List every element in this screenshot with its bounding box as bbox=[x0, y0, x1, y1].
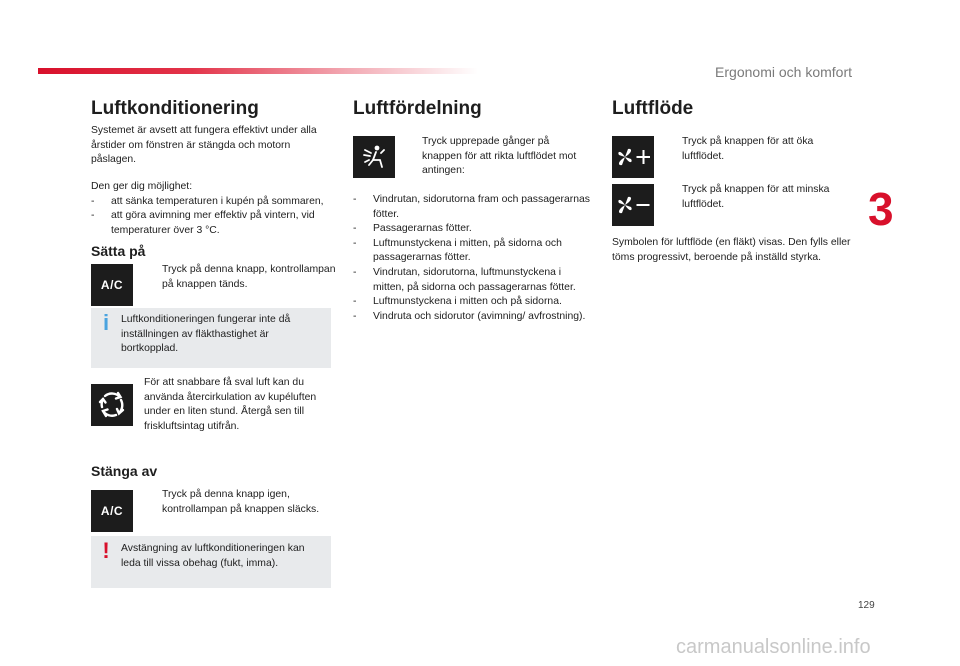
airflow-decrease-text: Tryck på knappen för att minska luftflödet. bbox=[682, 184, 830, 210]
ac-off-instruction bbox=[146, 488, 336, 517]
airflow-increase bbox=[666, 135, 856, 164]
list-item bbox=[353, 237, 595, 266]
pointer-icon bbox=[146, 263, 162, 292]
recirculation-text: För att snabbare få sval luft kan du använda återcirkulation av kupéluften under en liten stund. Återgå sen till friskluftsintag utifrån. bbox=[144, 377, 317, 432]
list-item bbox=[353, 310, 595, 325]
fan-plus-icon bbox=[612, 136, 654, 178]
warning-icon: ! bbox=[102, 538, 110, 563]
pointer-icon bbox=[146, 488, 162, 517]
dash: - bbox=[353, 194, 357, 205]
dash: - bbox=[353, 310, 357, 322]
pointer-icon bbox=[406, 135, 422, 179]
list-item-text: Vindrutan, sidorutorna, luftmunstyckena i mitten, på sidorna och passagerarnas fötter. bbox=[373, 266, 576, 293]
distribution-instruction-text: Tryck upprepade gånger på knappen för att rikta luftflödet mot antingen: bbox=[422, 136, 577, 177]
warning-note bbox=[91, 536, 331, 588]
dash: - bbox=[353, 266, 357, 278]
airflow-title: Luftflöde bbox=[612, 98, 694, 119]
list-item-text: att göra avimning mer effektiv på vintern, vid temperaturer över 3 °C. bbox=[111, 210, 315, 236]
list-item bbox=[353, 222, 595, 237]
list-item-text: Luftmunstyckena i mitten och på sidorna. bbox=[373, 296, 562, 308]
chapter-number: 3 bbox=[868, 183, 894, 235]
list-item-text: att sänka temperaturen i kupén på sommaren, bbox=[111, 195, 324, 207]
ac-on-title: Sätta på bbox=[91, 243, 146, 259]
dash: - bbox=[353, 237, 357, 249]
dash: - bbox=[91, 210, 95, 222]
ac-on-instruction-text: Tryck på denna knapp, kontrollampan på knappen tänds. bbox=[162, 264, 336, 290]
recirculation-icon bbox=[91, 384, 133, 426]
ac-possibilities bbox=[91, 180, 337, 238]
distribution-instruction bbox=[406, 135, 592, 179]
list-item bbox=[353, 193, 595, 222]
list-item-text: Passagerarnas fötter. bbox=[373, 223, 472, 235]
ac-title: Luftkonditionering bbox=[91, 98, 259, 119]
ac-on-instruction bbox=[146, 263, 336, 292]
info-note bbox=[91, 308, 331, 368]
airflow-increase-text: Tryck på knappen för att öka luftflödet. bbox=[682, 136, 814, 162]
list-item-text: Luftmunstyckena i mitten, på sidorna och passagerarnas fötter. bbox=[373, 237, 562, 264]
ac-off-title: Stänga av bbox=[91, 463, 158, 479]
ac-button-icon: A/C bbox=[91, 490, 133, 532]
header-accent-bar bbox=[38, 68, 478, 74]
ac-intro: Systemet är avsett att fungera effektivt under alla årstider om fönstren är stängda och motorn påslagen. bbox=[91, 125, 317, 166]
warning-note-text: Avstängning av luftkonditioneringen kan leda till vissa obehag (fukt, imma). bbox=[121, 543, 305, 569]
air-distribution-icon bbox=[353, 136, 395, 178]
dash: - bbox=[353, 223, 357, 235]
page-number: 129 bbox=[858, 600, 875, 611]
fan-minus-icon bbox=[612, 184, 654, 226]
list-item bbox=[91, 209, 337, 238]
info-note-text: Luftkonditioneringen fungerar inte då inställningen av fläkthastighet är bortkopplad. bbox=[121, 314, 291, 355]
list-item bbox=[353, 266, 595, 295]
airflow-note: Symbolen för luftflöde (en fläkt) visas. Den fylls eller töms progressivt, beroende på inställd styrka. bbox=[612, 237, 851, 263]
dash: - bbox=[91, 195, 95, 207]
ac-lead: Den ger dig möjlighet: bbox=[91, 181, 193, 192]
pointer-icon bbox=[666, 135, 682, 164]
info-icon: i bbox=[102, 310, 110, 335]
section-title: Ergonomi och komfort bbox=[715, 64, 852, 80]
list-item bbox=[353, 295, 595, 310]
pointer-icon bbox=[666, 183, 682, 212]
distribution-options bbox=[353, 193, 595, 324]
list-item-text: Vindrutan, sidorutorna fram och passagerarnas fötter. bbox=[373, 194, 590, 220]
ac-off-instruction-text: Tryck på denna knapp igen, kontrollampan på knappen släcks. bbox=[162, 489, 320, 515]
list-item bbox=[91, 195, 337, 210]
list-item-text: Vindruta och sidorutor (avimning/ avfrostning). bbox=[373, 310, 586, 322]
ac-button-icon: A/C bbox=[91, 264, 133, 306]
distribution-title: Luftfördelning bbox=[353, 98, 482, 119]
airflow-decrease bbox=[666, 183, 856, 212]
dash: - bbox=[353, 296, 357, 308]
watermark: carmanualsonline.info bbox=[676, 636, 871, 658]
